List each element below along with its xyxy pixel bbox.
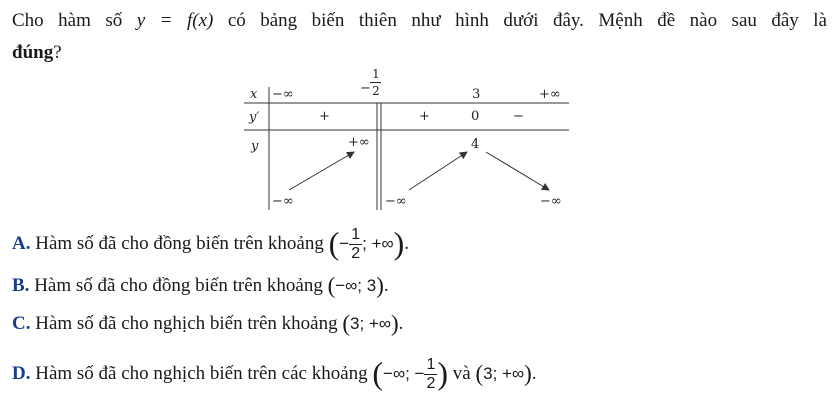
option-d-frac-num: 1 [426, 356, 436, 373]
option-a-frac-num: 1 [351, 226, 361, 243]
option-c-interval: 3; +∞ [350, 314, 391, 333]
arrow-decreasing [486, 152, 549, 190]
row-label-yprime: y′ [249, 110, 260, 125]
x-three: 3 [472, 87, 481, 102]
option-a-minus: − [339, 233, 350, 253]
option-d-period: . [531, 362, 537, 384]
option-b-label: B. [12, 275, 30, 296]
variation-table-lines [244, 60, 569, 215]
question-mark: ? [53, 42, 62, 63]
arrow-increasing-1 [289, 152, 354, 190]
option-b-open-paren: ( [327, 273, 336, 298]
y-end: −∞ [540, 194, 562, 209]
question-keyword: đúng [12, 42, 54, 63]
option-a-interval-end: ; +∞ [362, 233, 394, 253]
option-a-period: . [404, 232, 410, 254]
row-label-x: x [250, 87, 258, 102]
x-neg-sign: − [360, 81, 371, 96]
option-a-open-paren: ( [328, 224, 340, 261]
option-d-interval2: 3; +∞ [483, 363, 525, 383]
arrow-increasing-2 [409, 152, 467, 190]
option-d-frac-den: 2 [426, 375, 436, 392]
option-d-connector: và [452, 362, 471, 384]
option-d-fraction [424, 356, 437, 393]
x-half-bar [370, 82, 381, 83]
question-line-1 [12, 5, 827, 37]
function-formula: y = f(x) [136, 10, 214, 31]
option-c-close-paren: ) [390, 311, 399, 336]
option-a-close-paren: ) [393, 224, 405, 261]
option-c-label: C. [12, 313, 31, 334]
option-a[interactable] [12, 226, 409, 263]
option-d-open-paren-2: ( [475, 360, 484, 386]
y-max: 4 [471, 137, 480, 152]
question-body: có bảng biến thiên như hình dưới đây. Mệnh đề nào sau đây là [227, 10, 827, 31]
y-left-top: +∞ [348, 135, 370, 150]
option-d-open-paren-1: ( [372, 354, 384, 391]
yprime-sign-1: + [319, 109, 330, 124]
option-c-open-paren: ( [342, 311, 350, 336]
option-b-interval: −∞; 3 [335, 276, 377, 295]
option-b-text: Hàm số đã cho đồng biến trên khoảng [34, 275, 323, 296]
option-c-text: Hàm số đã cho nghịch biến trên khoảng [35, 313, 338, 334]
variation-table [244, 60, 569, 215]
option-d-interval1-start: −∞; − [383, 363, 425, 383]
x-pos-inf: +∞ [539, 87, 561, 102]
option-c-period: . [398, 313, 404, 334]
option-a-fraction [349, 226, 362, 263]
option-c[interactable] [12, 311, 403, 337]
x-neg-inf: −∞ [272, 87, 294, 102]
option-b-period: . [383, 275, 389, 296]
option-d-text: Hàm số đã cho nghịch biến trên các khoảng [35, 362, 368, 384]
option-b[interactable] [12, 273, 389, 299]
option-d-close-paren-1: ) [437, 354, 449, 391]
x-half-denominator: 2 [372, 84, 380, 98]
question-intro: Cho hàm số [12, 10, 123, 31]
y-right-bottom: −∞ [385, 194, 407, 209]
option-a-frac-den: 2 [351, 245, 361, 262]
yprime-zero: 0 [471, 109, 480, 124]
option-d-close-paren-2: ) [524, 360, 532, 386]
y-left-bottom: −∞ [272, 194, 294, 209]
row-label-y: y [251, 139, 259, 154]
option-d[interactable] [12, 356, 537, 393]
option-a-label: A. [12, 232, 31, 254]
yprime-sign-3: − [513, 109, 524, 124]
option-d-label: D. [12, 362, 31, 384]
option-b-close-paren: ) [376, 273, 384, 298]
yprime-sign-2: + [419, 109, 430, 124]
x-half-numerator: 1 [372, 67, 380, 81]
option-a-text: Hàm số đã cho đồng biến trên khoảng [35, 232, 324, 254]
